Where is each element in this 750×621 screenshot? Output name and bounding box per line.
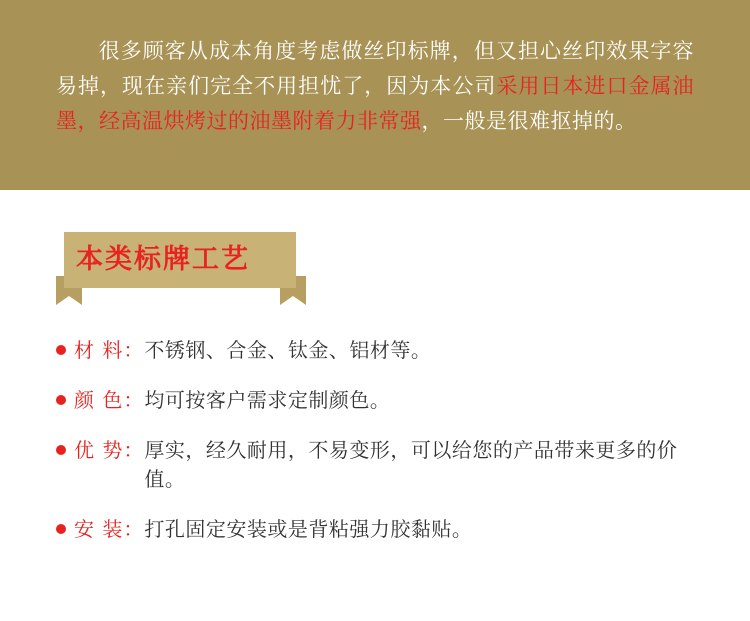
spec-list	[56, 336, 696, 565]
spec-value: 不锈钢、合金、钛金、铝材等。	[144, 338, 432, 362]
list-item	[56, 386, 696, 415]
spec-label: 材 料：	[74, 338, 145, 362]
promo-text-part-1: 很多顾客从成本角度考虑做丝印标牌，但又担心丝印效果字容易掉，现在亲们完全不用担忧了，因为本公司	[56, 39, 694, 98]
bullet-icon	[56, 445, 66, 455]
spec-label: 优 势：	[74, 438, 145, 462]
bullet-icon	[56, 395, 66, 405]
list-item	[56, 436, 696, 494]
promo-banner	[0, 0, 750, 190]
spec-value: 均可按客户需求定制颜色。	[144, 388, 391, 412]
spec-value: 厚实，经久耐用，不易变形，可以给您的产品带来更多的价值。	[144, 438, 678, 491]
spec-label: 安 装：	[74, 517, 145, 541]
list-item	[56, 515, 696, 544]
section-title-text: 本类标牌工艺	[76, 244, 250, 275]
promo-text-highlight: 采用日本进口金属油墨，经高温烘烤过的油墨附着力非常强	[56, 74, 695, 133]
promo-paragraph	[56, 34, 694, 139]
spec-label: 颜 色：	[74, 388, 145, 412]
spec-value: 打孔固定安装或是背粘强力胶黏贴。	[144, 517, 473, 541]
list-item	[56, 336, 696, 365]
section-heading	[56, 232, 316, 304]
bullet-icon	[56, 524, 66, 534]
promo-text-part-3: ，一般是很难抠掉的。	[421, 109, 637, 133]
bullet-icon	[56, 345, 66, 355]
